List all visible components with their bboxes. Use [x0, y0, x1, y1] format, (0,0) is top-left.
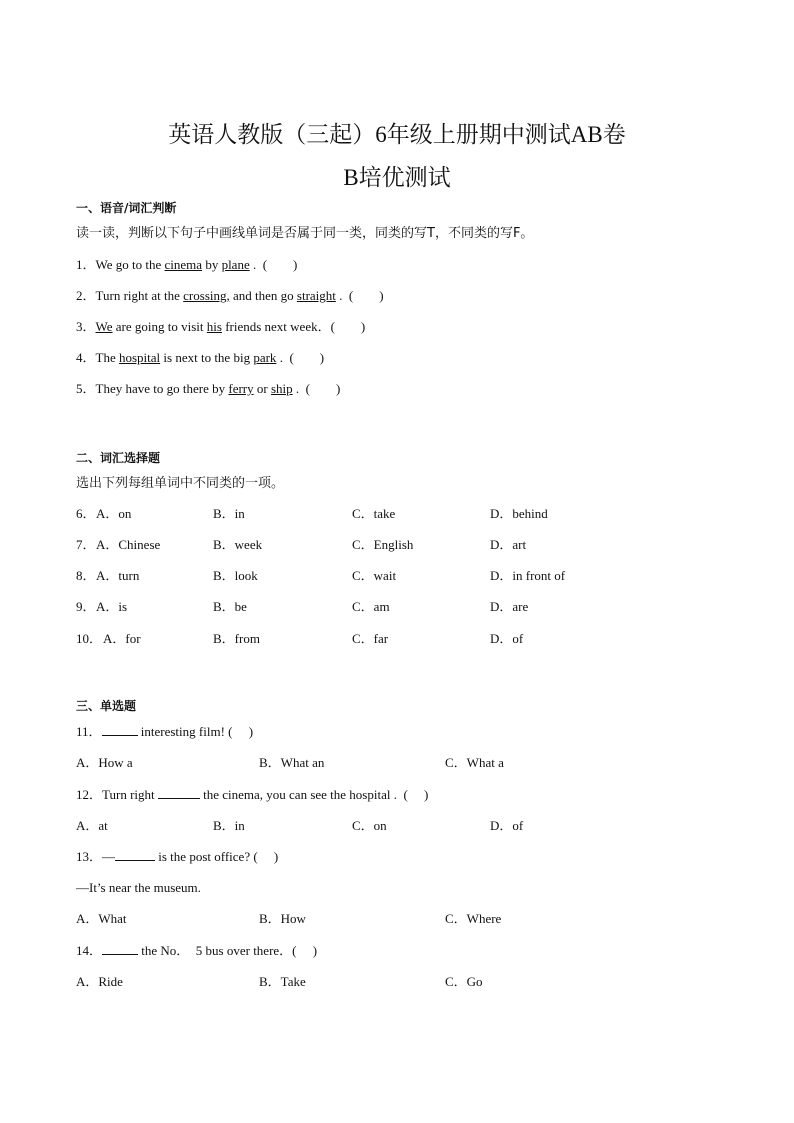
option-a[interactable]: A．turn	[96, 568, 140, 583]
option-12-a[interactable]: A．at	[76, 818, 108, 833]
sentence-text: and then go	[229, 288, 297, 303]
sentence-text: Turn right at the	[95, 288, 184, 303]
sentence-text: We go to the	[95, 257, 165, 272]
option-c[interactable]: C．am	[352, 599, 390, 614]
judgement-item	[76, 256, 297, 274]
section1-heading: 一、语音/词汇判断	[76, 201, 177, 215]
sentence-text: is next to the big	[160, 350, 254, 365]
option-14-c[interactable]: C．Go	[445, 974, 483, 989]
sentence-text: friends next week．( )	[221, 319, 366, 334]
item-number: 3．	[76, 319, 96, 334]
option-11-b[interactable]: B．What an	[259, 755, 325, 770]
option-13-c[interactable]: C．Where	[445, 911, 502, 926]
underlined-word: crossing,	[183, 288, 230, 303]
option-c[interactable]: C．far	[352, 631, 389, 646]
underlined-word: ferry	[228, 381, 254, 396]
sentence-text: . ( )	[292, 381, 341, 396]
question-12: 12．Turn right the cinema, you can see the hospital . ( )	[76, 787, 429, 802]
option-12-d[interactable]: D．of	[490, 818, 524, 833]
item-number: 7．	[76, 537, 96, 552]
option-d[interactable]: D．of	[490, 631, 524, 646]
sentence-text: are going to visit	[112, 319, 207, 334]
option-c[interactable]: C．English	[352, 537, 414, 552]
item-number: 10．	[76, 631, 103, 646]
option-d[interactable]: D．behind	[490, 506, 548, 521]
option-12-b[interactable]: B．in	[213, 818, 245, 833]
item-number: 8．	[76, 568, 96, 583]
underlined-word: straight	[296, 288, 336, 303]
item-number: 1．	[76, 257, 96, 272]
item-number: 2．	[76, 288, 96, 303]
sentence-text: or	[253, 381, 271, 396]
underlined-word: his	[206, 319, 222, 334]
judgement-item	[76, 287, 384, 305]
option-12-c[interactable]: C．on	[352, 818, 387, 833]
underlined-word: park	[253, 350, 277, 365]
option-a[interactable]: A．Chinese	[96, 537, 161, 552]
sentence-text: . ( )	[276, 350, 325, 365]
judgement-item	[76, 380, 340, 398]
option-b[interactable]: B．look	[213, 568, 258, 583]
judgement-item	[76, 318, 365, 336]
item-number: 6．	[76, 506, 96, 521]
option-11-c[interactable]: C．What a	[445, 755, 504, 770]
option-d[interactable]: D．art	[490, 537, 527, 552]
underlined-word: cinema	[164, 257, 203, 272]
option-a[interactable]: A．on	[96, 506, 132, 521]
sentence-text: by	[202, 257, 222, 272]
underlined-word: hospital	[118, 350, 161, 365]
answer-blank[interactable]	[102, 723, 138, 736]
option-c[interactable]: C．wait	[352, 568, 397, 583]
option-b[interactable]: B．week	[213, 537, 263, 552]
option-14-a[interactable]: A．Ride	[76, 974, 123, 989]
item-number: 5．	[76, 381, 96, 396]
answer-blank[interactable]	[102, 942, 138, 955]
option-d[interactable]: D．in front of	[490, 568, 566, 583]
answer-blank[interactable]	[158, 786, 200, 799]
option-13-a[interactable]: A．What	[76, 911, 127, 926]
question-11: 11． interesting film! ( )	[76, 724, 254, 739]
section3-heading: 三、单选题	[76, 699, 137, 713]
item-number: 4．	[76, 350, 96, 365]
answer-blank[interactable]	[115, 848, 155, 861]
judgement-item	[76, 349, 324, 367]
option-a[interactable]: A．is	[96, 599, 128, 614]
question-14: 14． the No． 5 bus over there．( )	[76, 943, 318, 958]
option-b[interactable]: B．from	[213, 631, 260, 646]
sentence-text: . ( )	[335, 288, 384, 303]
underlined-word: plane	[221, 257, 250, 272]
sentence-text: . ( )	[249, 257, 298, 272]
item-number: 9．	[76, 599, 96, 614]
section2-instruction: 选出下列每组单词中不同类的一项。	[76, 476, 285, 491]
option-b[interactable]: B．be	[213, 599, 247, 614]
underlined-word: We	[95, 319, 113, 334]
option-13-b[interactable]: B．How	[259, 911, 306, 926]
option-11-a[interactable]: A．How a	[76, 755, 133, 770]
option-a[interactable]: A．for	[103, 631, 141, 646]
question-13: 13．— is the post office? ( )	[76, 849, 279, 864]
option-b[interactable]: B．in	[213, 506, 245, 521]
section2-heading: 二、词汇选择题	[76, 451, 161, 465]
sentence-text: The	[95, 350, 119, 365]
underlined-word: ship	[270, 381, 293, 396]
document-subtitle: B培优测试	[343, 165, 451, 190]
option-d[interactable]: D．are	[490, 599, 529, 614]
sentence-text: They have to go there by	[95, 381, 229, 396]
document-title: 英语人教版（三起）6年级上册期中测试AB卷	[168, 122, 626, 147]
option-14-b[interactable]: B．Take	[259, 974, 306, 989]
question-13-reply: —It’s near the museum.	[76, 880, 201, 895]
option-c[interactable]: C．take	[352, 506, 396, 521]
section1-instruction: 读一读，判断以下句子中画线单词是否属于同一类，同类的写T，不同类的写F。	[76, 226, 534, 241]
